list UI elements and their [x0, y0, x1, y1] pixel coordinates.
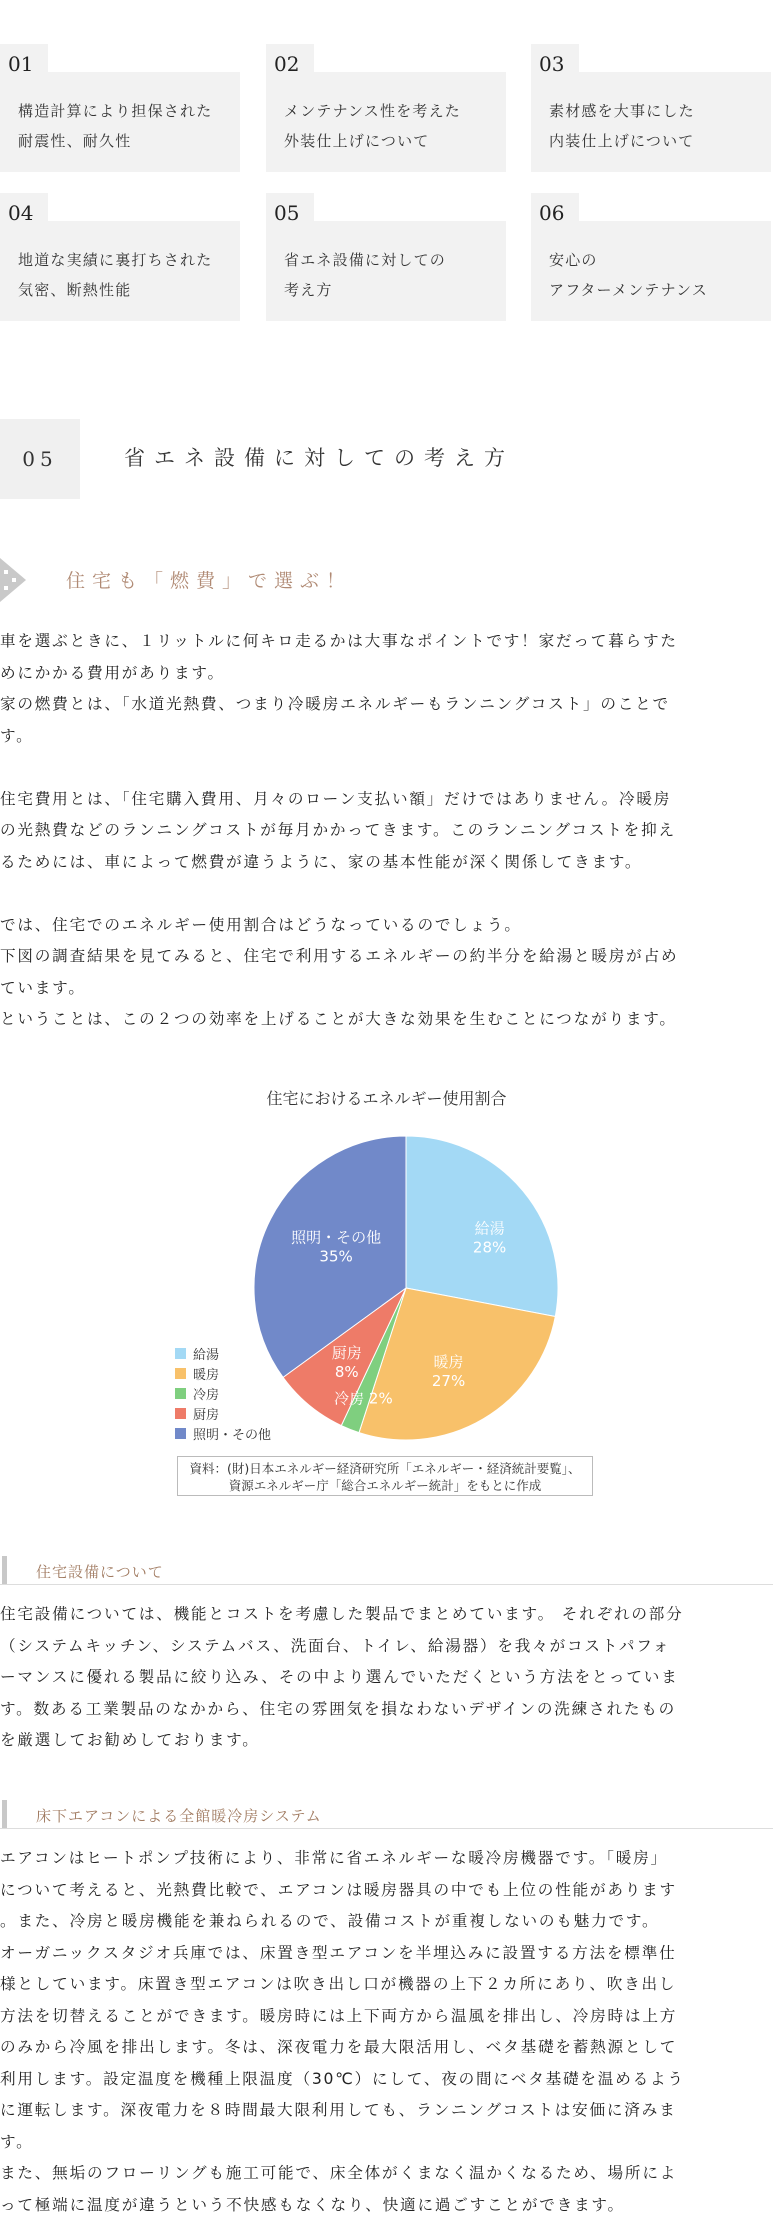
- equipment-heading: [0, 1556, 773, 1585]
- slice-label: 冷房 2%: [334, 1390, 393, 1408]
- text-line: エアコンはヒートポンプ技術により、非常に省エネルギーな暖冷房機器です。「暖房」: [0, 1843, 773, 1875]
- pie-chart: [0, 1120, 773, 1480]
- nav-card-04[interactable]: [0, 221, 240, 321]
- legend-swatch: [175, 1368, 186, 1379]
- slice-label: 照明・その他: [291, 1228, 381, 1246]
- heading-bar: [2, 1556, 7, 1584]
- card-label-line-2: 気密、断熱性能: [18, 275, 230, 305]
- card-label-line-1: 省エネ設備に対しての: [284, 245, 496, 275]
- chevron-right-icon: [0, 558, 30, 602]
- slice-value-label: 28%: [473, 1238, 506, 1256]
- nav-card-06[interactable]: [531, 221, 771, 321]
- heading-bar: [2, 1800, 7, 1828]
- equipment-heading-text: 住宅設備について: [36, 1561, 164, 1582]
- nav-card-02[interactable]: [266, 72, 506, 172]
- nav-card-05[interactable]: [266, 221, 506, 321]
- card-label-line-2: 耐震性、耐久性: [18, 126, 230, 156]
- text-line: めにかかる費用があります。: [0, 658, 773, 690]
- card-label-line-1: 構造計算により担保された: [18, 96, 230, 126]
- chart-source-line-1: 資料：(財)日本エネルギー経済研究所「エネルギー・経済統計要覧」、: [178, 1460, 592, 1477]
- slice-value-label: 27%: [432, 1372, 465, 1390]
- nav-card-01[interactable]: [0, 72, 240, 172]
- legend-label: 照明・その他: [193, 1424, 271, 1443]
- text-line: オーガニックスタジオ兵庫では、床置き型エアコンを半埋込みに設置する方法を標準仕: [0, 1938, 773, 1970]
- intro-text: [0, 626, 773, 1036]
- text-line: の光熱費などのランニングコストが毎月かかってきます。このランニングコストを抑え: [0, 815, 773, 847]
- slice-label: 給湯: [475, 1219, 505, 1237]
- chart-title: 住宅におけるエネルギー使用割合: [0, 1086, 773, 1109]
- card-number: 04: [0, 193, 48, 239]
- legend-item: [175, 1423, 271, 1443]
- chart-legend: [175, 1344, 271, 1443]
- sub-heading: 住宅も「燃費」で選ぶ！: [66, 566, 352, 593]
- card-label: [549, 245, 761, 305]
- text-line: （システムキッチン、システムバス、洗面台、トイレ、給湯器）を我々がコストパフォ: [0, 1631, 773, 1663]
- slice-value-label: 35%: [319, 1247, 352, 1265]
- card-label: [284, 245, 496, 305]
- card-number: 02: [266, 44, 314, 90]
- card-label-line-1: 安心の: [549, 245, 761, 275]
- text-line: を厳選してお勧めしております。: [0, 1725, 773, 1757]
- legend-swatch: [175, 1348, 186, 1359]
- text-line: 車を選ぶときに、１リットルに何キロ走るかは大事なポイントです！家だって暮らすた: [0, 626, 773, 658]
- card-number: 03: [531, 44, 579, 90]
- legend-swatch: [175, 1408, 186, 1419]
- text-line: 下図の調査結果を見てみると、住宅で利用するエネルギーの約半分を給湯と暖房が占め: [0, 941, 773, 973]
- slice-label: 暖房: [434, 1353, 464, 1371]
- legend-label: 厨房: [193, 1404, 219, 1423]
- aircon-text: [0, 1843, 773, 2221]
- slice-label: 厨房: [332, 1344, 362, 1362]
- aircon-heading: [0, 1800, 773, 1829]
- legend-item: [175, 1344, 271, 1364]
- card-label-line-1: 地道な実績に裏打ちされた: [18, 245, 230, 275]
- text-line: 様としています。床置き型エアコンは吹き出し口が機器の上下２カ所にあり、吹き出し: [0, 1969, 773, 2001]
- legend-swatch: [175, 1388, 186, 1399]
- nav-card-03[interactable]: [531, 72, 771, 172]
- legend-label: 暖房: [193, 1364, 219, 1383]
- text-line: では、住宅でのエネルギー使用割合はどうなっているのでしょう。: [0, 910, 773, 942]
- card-label-line-2: 考え方: [284, 275, 496, 305]
- text-line: のみから冷風を排出します。冬は、深夜電力を最大限活用し、ベタ基礎を蓄熱源として: [0, 2032, 773, 2064]
- text-line: について考えると、光熱費比較で、エアコンは暖房器具の中でも上位の性能があります: [0, 1875, 773, 1907]
- legend-label: 給湯: [193, 1344, 219, 1363]
- card-label-line-1: メンテナンス性を考えた: [284, 96, 496, 126]
- text-line: るためには、車によって燃費が違うように、家の基本性能が深く関係してきます。: [0, 847, 773, 879]
- chart-source-line-2: 資源エネルギー庁「総合エネルギー統計」をもとに作成: [178, 1477, 592, 1494]
- text-line: 方法を切替えることができます。暖房時には上下両方から温風を排出し、冷房時は上方: [0, 2001, 773, 2033]
- text-line: ています。: [0, 973, 773, 1005]
- equipment-text: [0, 1599, 773, 1757]
- text-line: に運転します。深夜電力を８時間最大限利用しても、ランニングコストは安価に済みま: [0, 2095, 773, 2127]
- card-label-line-2: 内装仕上げについて: [549, 126, 761, 156]
- text-line: 住宅設備については、機能とコストを考慮した製品でまとめています。 それぞれの部分: [0, 1599, 773, 1631]
- card-label: [284, 96, 496, 156]
- legend-item: [175, 1384, 271, 1404]
- card-label-line-1: 素材感を大事にした: [549, 96, 761, 126]
- text-line: って極端に温度が違うという不快感もなくなり、快適に過ごすことができます。: [0, 2190, 773, 2221]
- card-number: 05: [266, 193, 314, 239]
- text-line: 。また、冷房と暖房機能を兼ねられるので、設備コストが重複しないのも魅力です。: [0, 1906, 773, 1938]
- slice-value-label: 8%: [335, 1363, 359, 1381]
- card-number: 06: [531, 193, 579, 239]
- legend-swatch: [175, 1428, 186, 1439]
- card-number: 01: [0, 44, 48, 90]
- section-title: 省エネ設備に対しての考え方: [124, 442, 514, 472]
- card-label: [18, 96, 230, 156]
- legend-label: 冷房: [193, 1384, 219, 1403]
- text-line: 住宅費用とは、「住宅購入費用、月々のローン支払い額」だけではありません。冷暖房: [0, 784, 773, 816]
- card-label-line-2: 外装仕上げについて: [284, 126, 496, 156]
- text-line: ーマンスに優れる製品に絞り込み、その中より選んでいただくという方法をとっていま: [0, 1662, 773, 1694]
- text-line: また、無垢のフローリングも施工可能で、床全体がくまなく温かくなるため、場所によ: [0, 2158, 773, 2190]
- legend-item: [175, 1403, 271, 1423]
- chart-source: [177, 1456, 593, 1496]
- text-line: す。: [0, 721, 773, 753]
- aircon-heading-text: 床下エアコンによる全館暖冷房システム: [36, 1805, 322, 1826]
- card-label-line-2: アフターメンテナンス: [549, 275, 761, 305]
- text-line: 利用します。設定温度を機種上限温度（30℃）にして、夜の間にベタ基礎を温めるよう: [0, 2064, 773, 2096]
- text-line: 家の燃費とは、「水道光熱費、つまり冷暖房エネルギーもランニングコスト」のことで: [0, 689, 773, 721]
- legend-item: [175, 1364, 271, 1384]
- text-line: す。: [0, 2127, 773, 2159]
- section-number: 05: [0, 419, 80, 499]
- text-line: ということは、この２つの効率を上げることが大きな効果を生むことにつながります。: [0, 1004, 773, 1036]
- text-line: す。数ある工業製品のなかから、住宅の雰囲気を損なわないデザインの洗練されたもの: [0, 1694, 773, 1726]
- card-label: [549, 96, 761, 156]
- card-label: [18, 245, 230, 305]
